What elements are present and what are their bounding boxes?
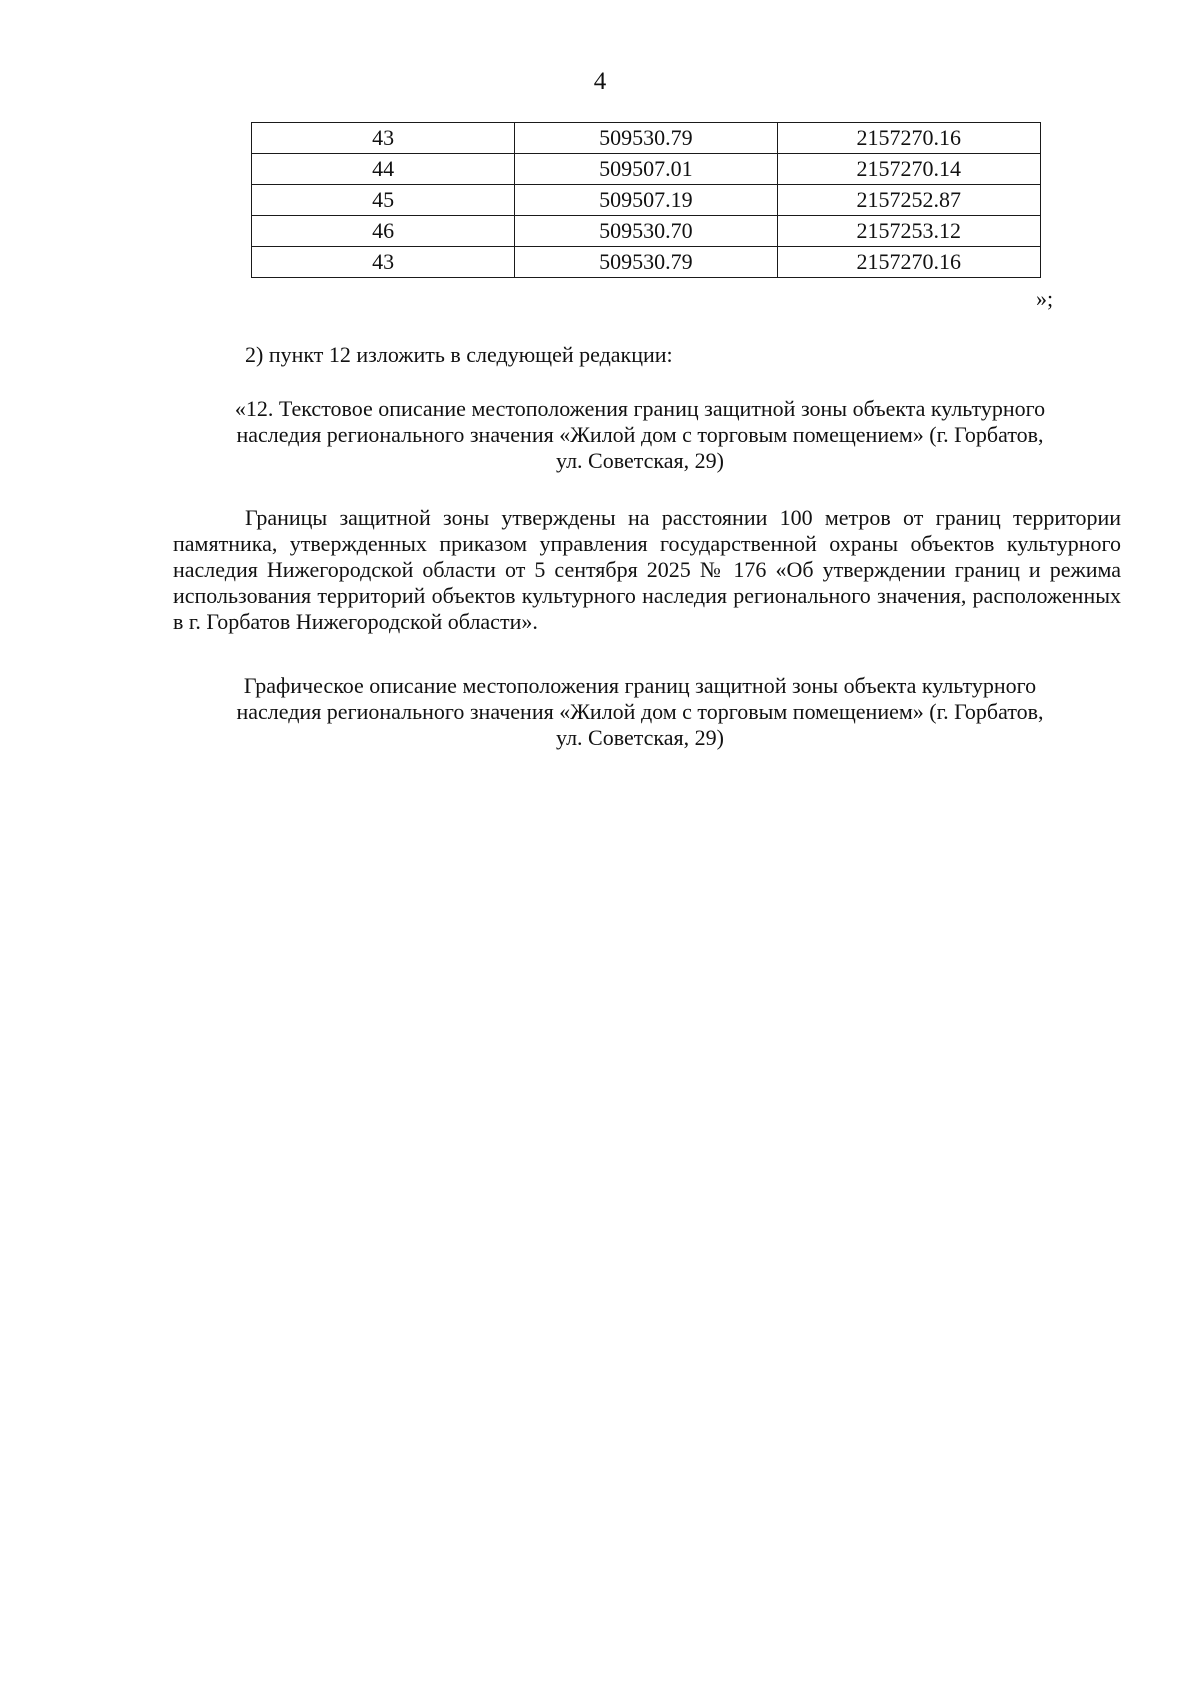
point-number-cell: 45 [252, 185, 515, 216]
x-coordinate-cell: 509507.19 [515, 185, 777, 216]
text-description-heading [170, 396, 1110, 474]
closing-quote: »; [1036, 286, 1054, 311]
table-row [252, 154, 1041, 185]
point-number-cell: 44 [252, 154, 515, 185]
heading-line: ул. Советская, 29) [556, 448, 724, 473]
x-coordinate-cell: 509530.79 [515, 247, 777, 278]
y-coordinate-cell: 2157270.16 [777, 123, 1040, 154]
heading-line: наследия регионального значения «Жилой дом с торговым помещением» (г. Горбатов, [236, 422, 1044, 447]
point-number-cell: 46 [252, 216, 515, 247]
heading-line: ул. Советская, 29) [556, 725, 724, 750]
amendment-point-text: 2) пункт 12 изложить в следующей редакции: [245, 342, 673, 367]
boundary-description-paragraph: Границы защитной зоны утверждены на расстоянии 100 метров от границ территории памятника, утвержденных приказом управления государственной охраны объектов культурного наследия Нижегородской области от 5 сентября 2025 № 176 «Об утверждении границ и режима использования территорий объектов культурного наследия регионального значения, расположенных в г. Горбатов Нижегородской области». [173, 505, 1121, 634]
point-number-cell: 43 [252, 123, 515, 154]
x-coordinate-cell: 509530.79 [515, 123, 777, 154]
table-row [252, 185, 1041, 216]
x-coordinate-cell: 509530.70 [515, 216, 777, 247]
table-row [252, 247, 1041, 278]
y-coordinate-cell: 2157270.16 [777, 247, 1040, 278]
y-coordinate-cell: 2157253.12 [777, 216, 1040, 247]
table-row [252, 123, 1041, 154]
coordinates-table [251, 122, 1041, 278]
graphic-description-heading [170, 673, 1110, 751]
point-number-cell: 43 [252, 247, 515, 278]
y-coordinate-cell: 2157270.14 [777, 154, 1040, 185]
heading-line: Графическое описание местоположения границ защитной зоны объекта культурного [243, 673, 1037, 698]
heading-line: «12. Текстовое описание местоположения границ защитной зоны объекта культурного [234, 396, 1046, 421]
heading-line: наследия регионального значения «Жилой дом с торговым помещением» (г. Горбатов, [236, 699, 1044, 724]
y-coordinate-cell: 2157252.87 [777, 185, 1040, 216]
page-number: 4 [593, 68, 607, 95]
table-row [252, 216, 1041, 247]
x-coordinate-cell: 509507.01 [515, 154, 777, 185]
